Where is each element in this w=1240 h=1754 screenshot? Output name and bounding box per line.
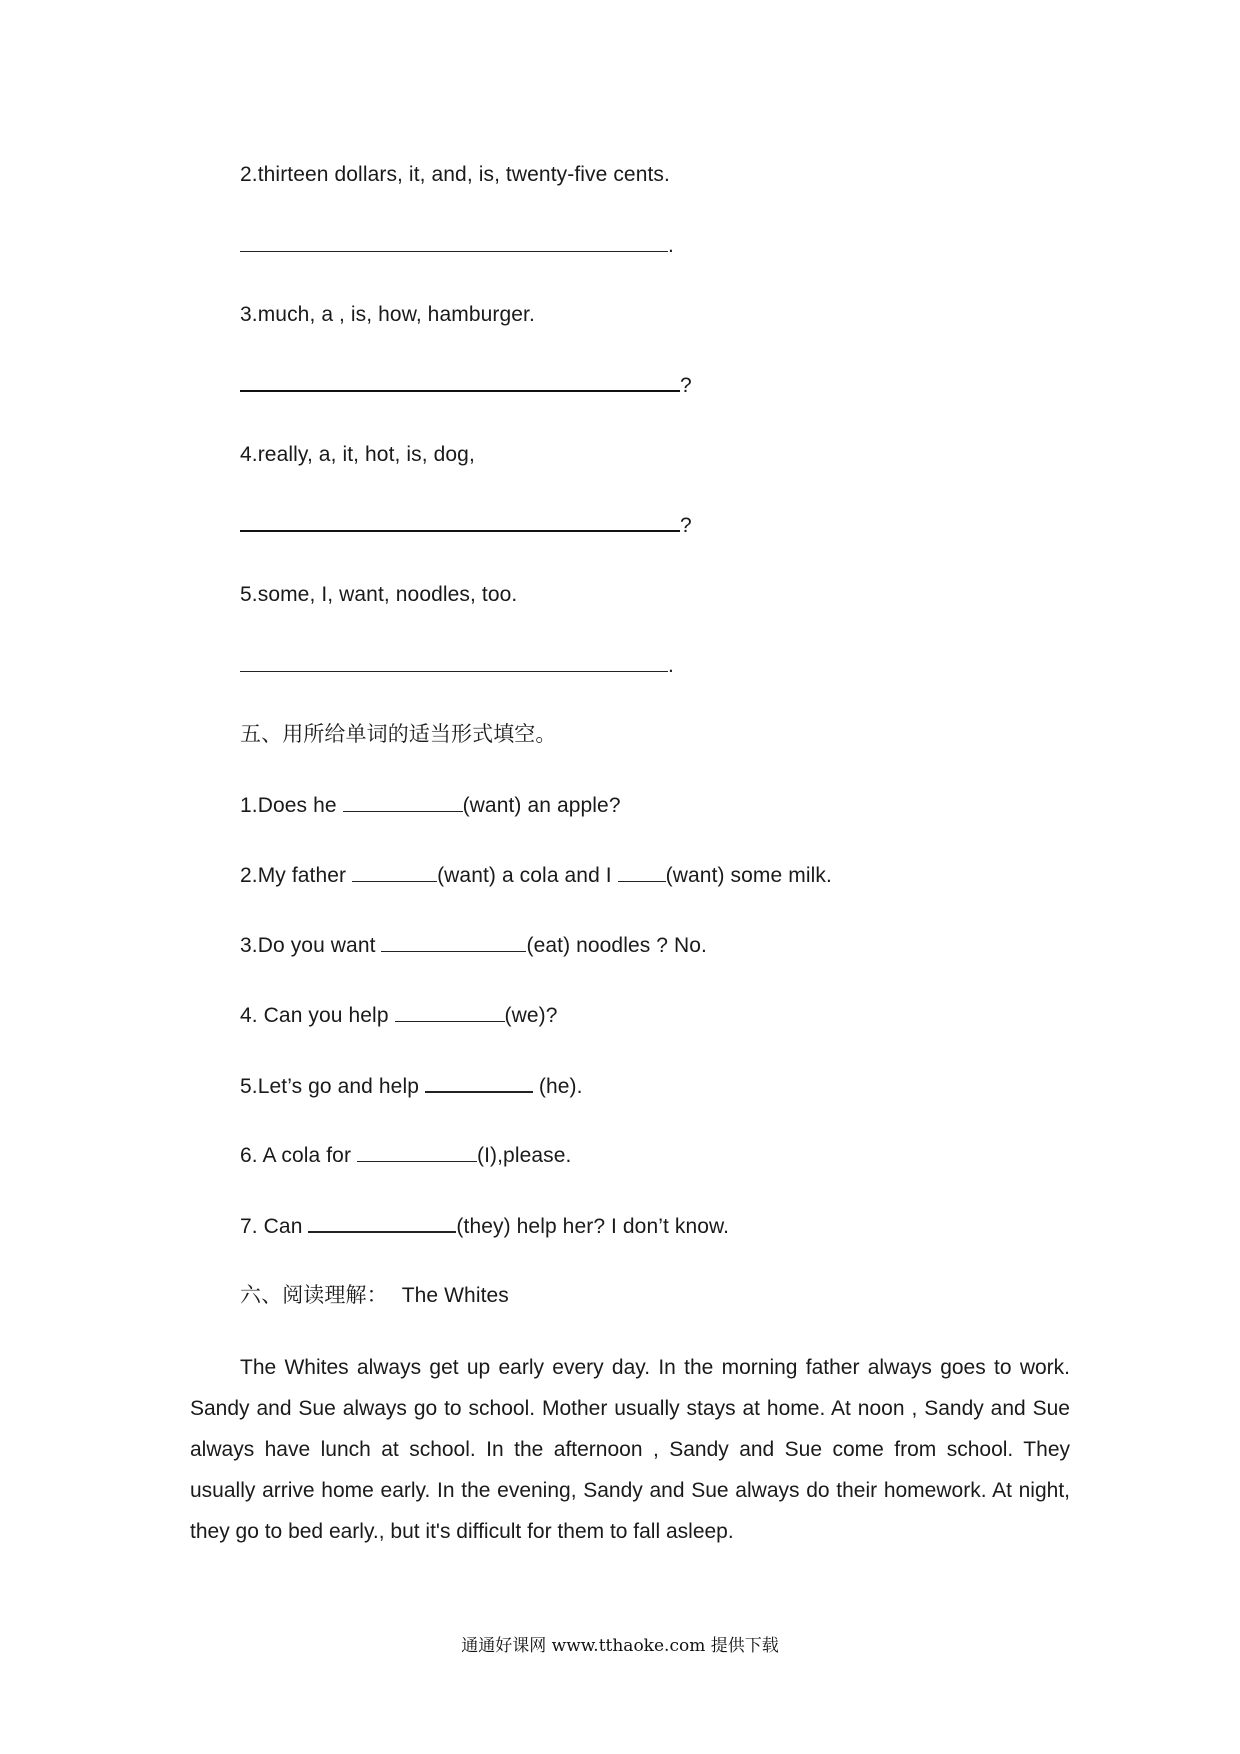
fill-text-pre: 2.My father [240, 864, 353, 887]
section-6-label: 六、阅读理解： [240, 1283, 388, 1307]
answer-line[interactable] [240, 655, 668, 672]
fill-blank[interactable] [308, 1211, 456, 1233]
reorder-item-2 [240, 161, 670, 189]
fill-blank[interactable] [425, 1071, 533, 1093]
reorder-prompt: 2.thirteen dollars, it, and, is, twenty-five cents. [240, 163, 670, 186]
fill-blank[interactable] [395, 1001, 505, 1022]
reorder-item-5 [240, 581, 517, 609]
answer-end-mark: . [668, 234, 674, 257]
fill-text-pre: 7. Can [240, 1215, 309, 1238]
fill-text-pre: 1.Does he [240, 794, 343, 817]
fill-text-post: (we)? [504, 1004, 558, 1027]
answer-line[interactable] [240, 514, 680, 532]
answer-line[interactable] [240, 235, 668, 252]
fill-item-6 [240, 1141, 571, 1170]
fill-text-post: (they) help her? I don’t know. [456, 1215, 730, 1238]
reorder-item-3 [240, 301, 535, 329]
answer-end-mark: . [668, 654, 674, 677]
fill-item-5 [240, 1071, 583, 1101]
fill-item-7 [240, 1211, 729, 1241]
answer-end-mark: ? [680, 374, 692, 397]
section-6-heading [240, 1281, 509, 1310]
answer-end-mark: ? [680, 514, 692, 537]
fill-blank[interactable] [381, 931, 526, 952]
fill-text-pre: 6. A cola for [240, 1144, 357, 1167]
fill-text-post: (want) an apple? [462, 794, 621, 817]
fill-item-3 [240, 931, 707, 960]
answer-line[interactable] [240, 374, 680, 392]
answer-row-3 [240, 372, 692, 400]
fill-text-post: (want) some milk. [665, 864, 832, 887]
fill-item-2 [240, 861, 832, 890]
fill-text-post: (eat) noodles ? No. [526, 934, 707, 957]
fill-blank[interactable] [618, 861, 666, 882]
fill-text-pre: 3.Do you want [240, 934, 382, 957]
passage-title: The Whites [401, 1284, 509, 1307]
fill-text-pre: 5.Let’s go and help [240, 1075, 425, 1098]
fill-text-post: (I),please. [476, 1144, 572, 1167]
fill-item-1 [240, 791, 621, 820]
answer-row-2 [240, 232, 674, 260]
footer-credit: 通通好课网 www.tthaoke.com 提供下载 [461, 1636, 779, 1656]
reading-passage: The Whites always get up early every day. In the morning father always goes to work. Sandy and Sue always go to school. Mother usually stays at home. At noon , Sandy and Sue always have lunch at school. In the afternoon , Sandy and Sue come from school. They usually arrive home early. In the evening, Sandy and Sue always do their homework. At night, they go to bed early., but it's difficult for them to fall asleep. [190, 1356, 1070, 1543]
fill-text-mid: (want) a cola and I [437, 864, 618, 887]
answer-row-5 [240, 652, 674, 680]
fill-item-4 [240, 1001, 558, 1030]
fill-blank[interactable] [343, 791, 463, 812]
fill-text-pre: 4. Can you help [240, 1004, 395, 1027]
section-5-heading: 五、用所给单词的适当形式填空。 [240, 722, 557, 746]
fill-text-post: (he). [532, 1075, 583, 1098]
reorder-prompt: 3.much, a , is, how, hamburger. [240, 303, 535, 326]
reorder-prompt: 5.some, I, want, noodles, too. [240, 583, 518, 606]
answer-row-4 [240, 512, 692, 540]
fill-blank[interactable] [357, 1141, 477, 1162]
fill-blank[interactable] [352, 861, 437, 882]
reorder-prompt: 4.really, a, it, hot, is, dog, [240, 443, 475, 466]
reorder-item-4 [240, 441, 475, 469]
